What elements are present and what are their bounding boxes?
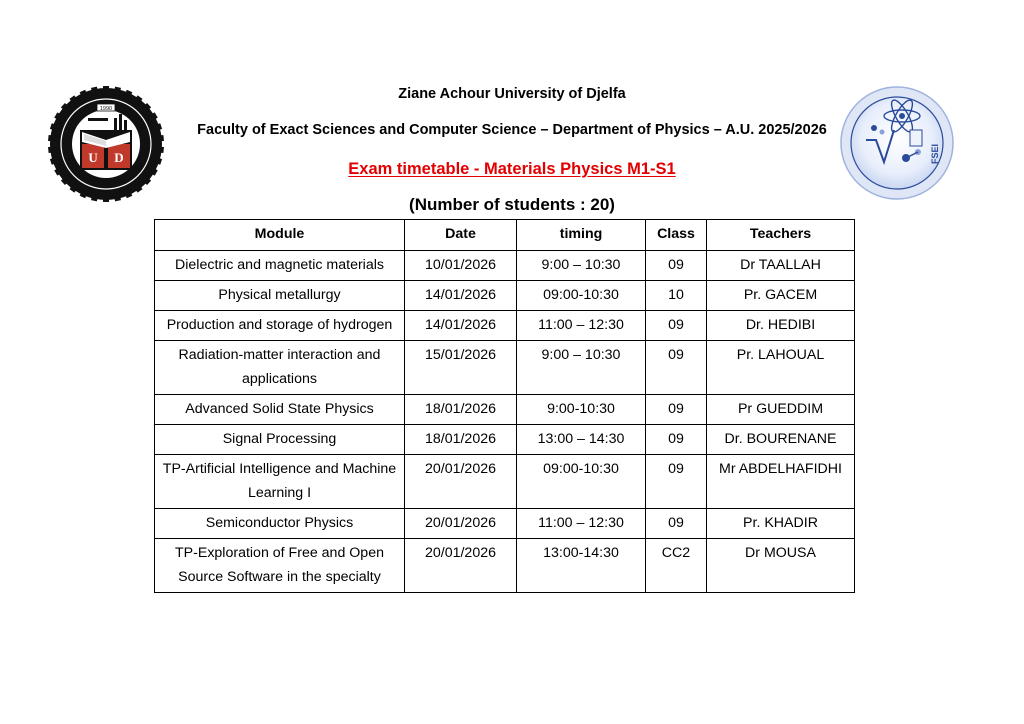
module-cell: Physical metallurgy (155, 281, 405, 311)
date-cell: 14/01/2026 (405, 311, 517, 341)
teacher-cell: Mr ABDELHAFIDHI (707, 455, 855, 509)
timing-cell: 9:00 – 10:30 (517, 251, 646, 281)
date-cell: 20/01/2026 (405, 509, 517, 539)
timing-cell: 09:00-10:30 (517, 455, 646, 509)
exam-timetable-title: Exam timetable - Materials Physics M1-S1 (348, 160, 676, 178)
timing-cell: 13:00-14:30 (517, 539, 646, 593)
date-cell: 18/01/2026 (405, 425, 517, 455)
module-cell: TP-Exploration of Free and Open Source Software in the specialty (155, 539, 405, 593)
table-row (155, 509, 855, 539)
module-cell: Production and storage of hydrogen (155, 311, 405, 341)
date-cell: 18/01/2026 (405, 395, 517, 425)
module-cell: Radiation-matter interaction and applications (155, 341, 405, 395)
class-cell: CC2 (646, 539, 707, 593)
table-row (155, 539, 855, 593)
date-cell: 14/01/2026 (405, 281, 517, 311)
date-cell: 20/01/2026 (405, 455, 517, 509)
module-cell: Semiconductor Physics (155, 509, 405, 539)
module-cell: Signal Processing (155, 425, 405, 455)
teacher-cell: Pr GUEDDIM (707, 395, 855, 425)
teacher-cell: Dr TAALLAH (707, 251, 855, 281)
teacher-cell: Pr. KHADIR (707, 509, 855, 539)
faculty-department-line: Faculty of Exact Sciences and Computer Science – Department of Physics – A.U. 2025/2026 (197, 122, 827, 138)
table-row (155, 425, 855, 455)
teacher-cell: Dr MOUSA (707, 539, 855, 593)
teacher-cell: Dr. HEDIBI (707, 311, 855, 341)
table-row (155, 281, 855, 311)
class-cell: 09 (646, 425, 707, 455)
date-cell: 15/01/2026 (405, 341, 517, 395)
teacher-cell: Pr. GACEM (707, 281, 855, 311)
svg-text:1990: 1990 (99, 106, 113, 112)
svg-text:U: U (88, 150, 98, 165)
svg-text:D: D (114, 150, 124, 165)
table-row (155, 311, 855, 341)
column-header-date: Date (405, 220, 517, 251)
student-count: (Number of students : 20) (409, 195, 615, 214)
column-header-teachers: Teachers (707, 220, 855, 251)
class-cell: 09 (646, 509, 707, 539)
university-name: Ziane Achour University of Djelfa (398, 86, 626, 102)
module-cell: TP-Artificial Intelligence and Machine Learning I (155, 455, 405, 509)
table-header-row (155, 220, 855, 251)
table-row (155, 251, 855, 281)
class-cell: 10 (646, 281, 707, 311)
timing-cell: 11:00 – 12:30 (517, 509, 646, 539)
timing-cell: 09:00-10:30 (517, 281, 646, 311)
class-cell: 09 (646, 395, 707, 425)
table-row (155, 455, 855, 509)
timing-cell: 11:00 – 12:30 (517, 311, 646, 341)
table-body (155, 251, 855, 593)
module-cell: Advanced Solid State Physics (155, 395, 405, 425)
class-cell: 09 (646, 251, 707, 281)
exam-timetable-table (154, 219, 855, 593)
timing-cell: 13:00 – 14:30 (517, 425, 646, 455)
table-row (155, 341, 855, 395)
timing-cell: 9:00 – 10:30 (517, 341, 646, 395)
table-row (155, 395, 855, 425)
date-cell: 10/01/2026 (405, 251, 517, 281)
class-cell: 09 (646, 341, 707, 395)
column-header-module: Module (155, 220, 405, 251)
timing-cell: 9:00-10:30 (517, 395, 646, 425)
column-header-class: Class (646, 220, 707, 251)
teacher-cell: Pr. LAHOUAL (707, 341, 855, 395)
date-cell: 20/01/2026 (405, 539, 517, 593)
module-cell: Dielectric and magnetic materials (155, 251, 405, 281)
class-cell: 09 (646, 311, 707, 341)
teacher-cell: Dr. BOURENANE (707, 425, 855, 455)
class-cell: 09 (646, 455, 707, 509)
university-seal-icon (48, 86, 164, 202)
svg-text:FSEI: FSEI (930, 143, 940, 165)
column-header-timing: timing (517, 220, 646, 251)
